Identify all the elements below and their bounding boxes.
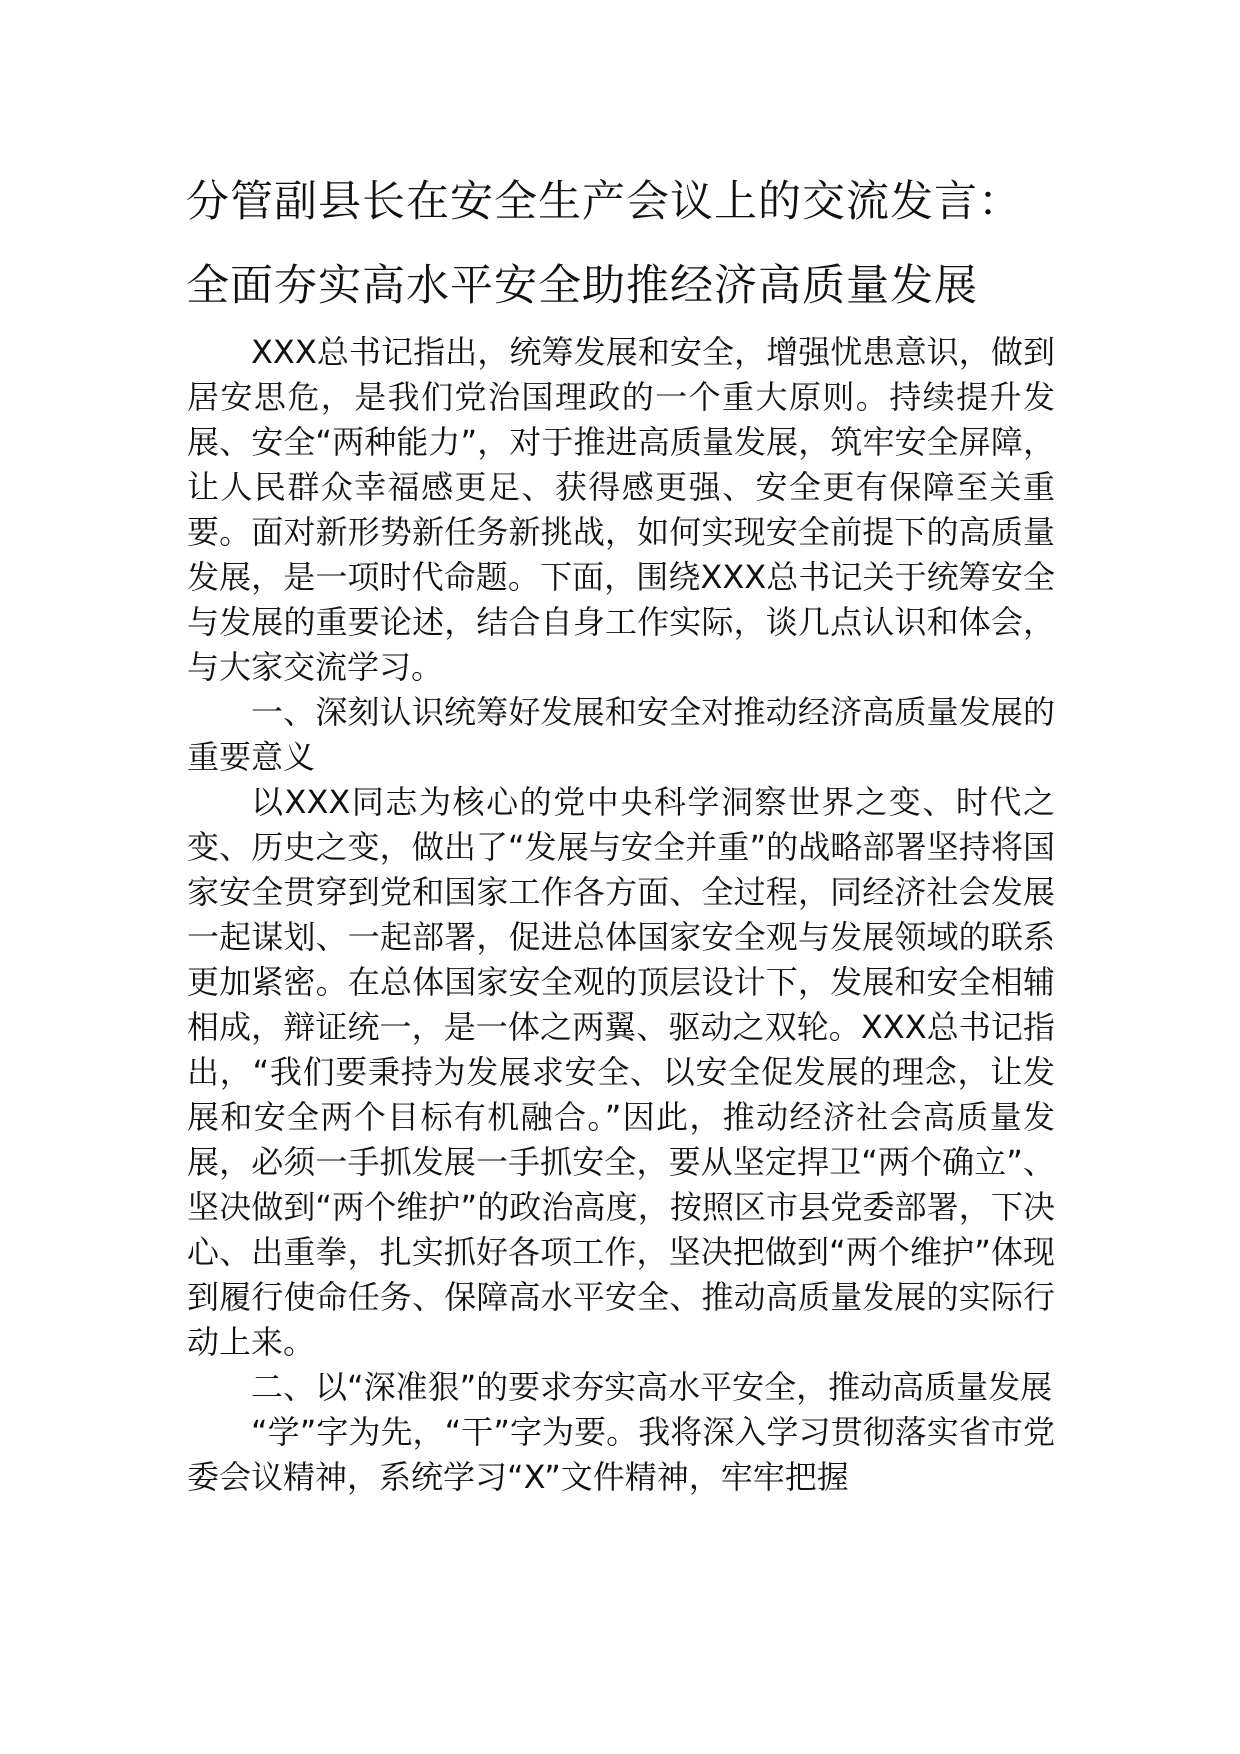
section-heading-1: 一、深刻认识统筹好发展和安全对推动经济高质量发展的重要意义: [187, 693, 1055, 776]
document-body: [187, 330, 1055, 1500]
intro-paragraph: XXX总书记指出，统筹发展和安全，增强忧患意识，做到居安思危，是我们党治国理政的一个重大原则。持续提升发展、安全“两种能力”，对于推进高质量发展，筑牢安全屏障，让人民群众幸福感更足、获得感更强、安全更有保障至关重要。面对新形势新任务新挑战，如何实现安全前提下的高质量发展，是一项时代命题。下面，围绕XXX总书记关于统筹安全与发展的重要论述，结合自身工作实际，谈几点认识和体会，与大家交流学习。: [187, 333, 1055, 686]
section-1-paragraph: 以XXX同志为核心的党中央科学洞察世界之变、时代之变、历史之变，做出了“发展与安全并重”的战略部署坚持将国家安全贯穿到党和国家工作各方面、全过程，同经济社会发展一起谋划、一起部署，促进总体国家安全观与发展领域的联系更加紧密。在总体国家安全观的顶层设计下，发展和安全相辅相成，辩证统一，是一体之两翼、驱动之双轮。XXX总书记指出，“我们要秉持为发展求安全、以安全促发展的理念，让发展和安全两个目标有机融合。”因此，推动经济社会高质量发展，必须一手抓发展一手抓安全，要从坚定捍卫“两个确立”、坚决做到“两个维护”的政治高度，按照区市县党委部署，下决心、出重拳，扎实抓好各项工作，坚决把做到“两个维护”体现到履行使命任务、保障高水平安全、推动高质量发展的实际行动上来。: [187, 783, 1055, 1361]
section-heading-2: 二、以“深准狠”的要求夯实高水平安全，推动高质量发展: [251, 1368, 1053, 1406]
document-title-line-1: 分管副县长在安全生产会议上的交流发言：: [186, 177, 1022, 227]
document-title-line-2: 全面夯实高水平安全助推经济高质量发展: [186, 261, 978, 311]
section-2-paragraph: “学”字为先，“干”字为要。我将深入学习贯彻落实省市党委会议精神，系统学习“X”文件精神，牢牢把握: [187, 1413, 1055, 1496]
